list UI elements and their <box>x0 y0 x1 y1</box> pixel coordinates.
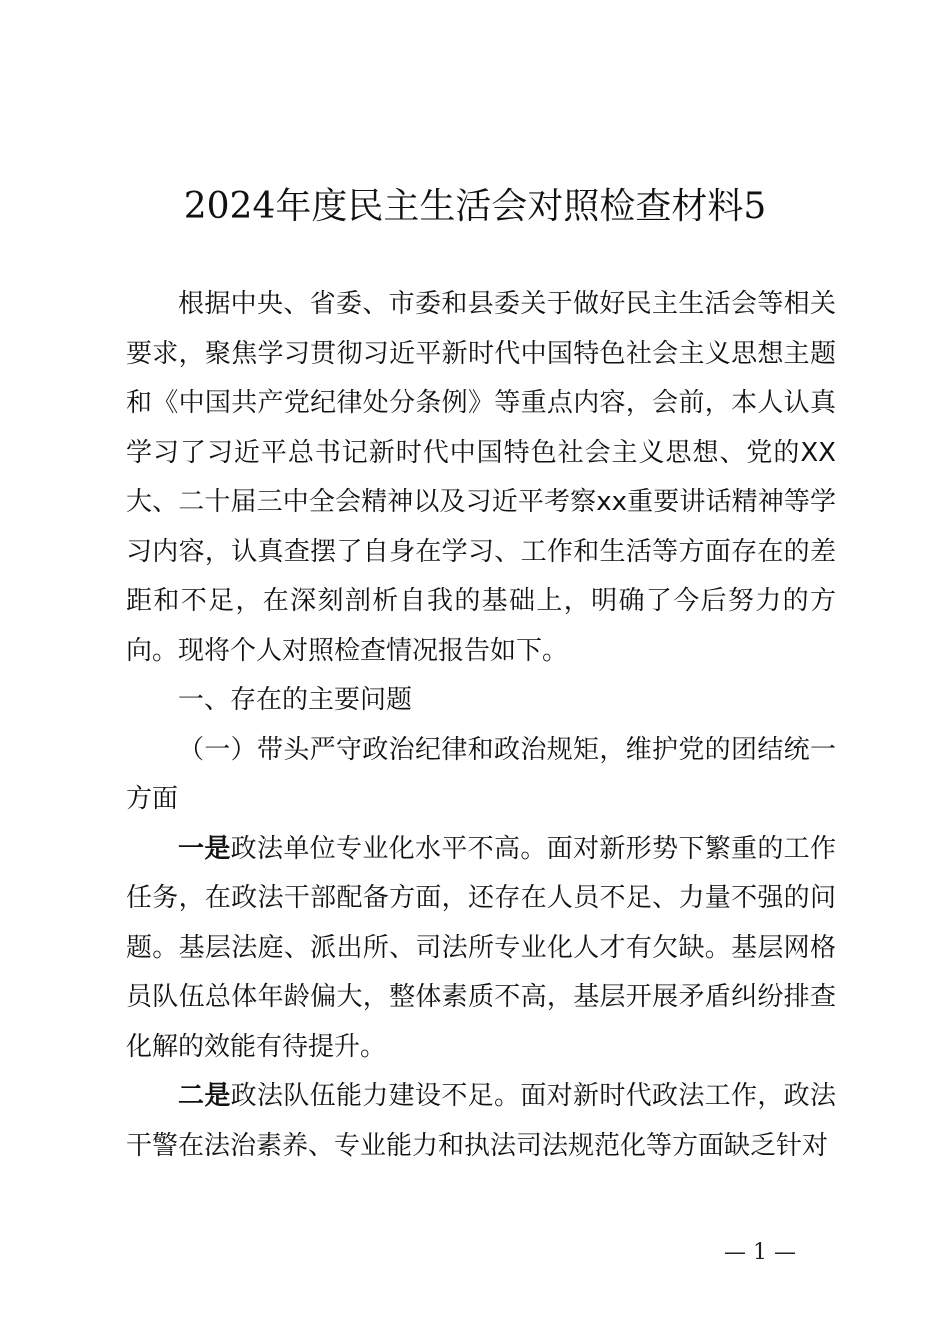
point-paragraph-2 <box>126 1072 836 1171</box>
intro-paragraph: 根据中央、省委、市委和县委关于做好民主生活会等相关要求，聚焦学习贯彻习近平新时代中国特色社会主义思想主题和《中国共产党纪律处分条例》等重点内容，会前，本人认真学习了习近平总书记新时代中国特色社会主义思想、党的XX大、二十届三中全会精神以及习近平考察xx重要讲话精神等学习内容，认真查摆了自身在学习、工作和生活等方面存在的差距和不足，在深刻剖析自我的基础上，明确了今后努力的方向。现将个人对照检查情况报告如下。 <box>126 289 836 666</box>
section-heading-1: 一、存在的主要问题 <box>178 685 413 715</box>
page-number: — 1 — <box>724 1240 796 1265</box>
document-body <box>126 280 836 1171</box>
point-paragraph-1 <box>126 825 836 1073</box>
point-lead-1: 一是 <box>178 833 231 864</box>
document-title: 2024年度民主生活会对照检查材料5 <box>183 186 767 227</box>
point-text-2: 政法队伍能力建设不足。面对新时代政法工作，政法干警在法治素养、专业能力和执法司法规范化等方面缺乏针对 <box>126 1081 836 1161</box>
subsection-heading-1: （一）带头严守政治纪律和政治规矩，维护党的团结统一方面 <box>126 734 836 814</box>
point-lead-2: 二是 <box>178 1081 231 1111</box>
point-text-1: 政法单位专业化水平不高。面对新形势下繁重的工作任务，在政法干部配备方面，还存在人员不足、力量不强的问题。基层法庭、派出所、司法所专业化人才有欠缺。基层网格员队伍总体年龄偏大，整体素质不高，基层开展矛盾纠纷排查化解的效能有待提升。 <box>126 833 836 1062</box>
